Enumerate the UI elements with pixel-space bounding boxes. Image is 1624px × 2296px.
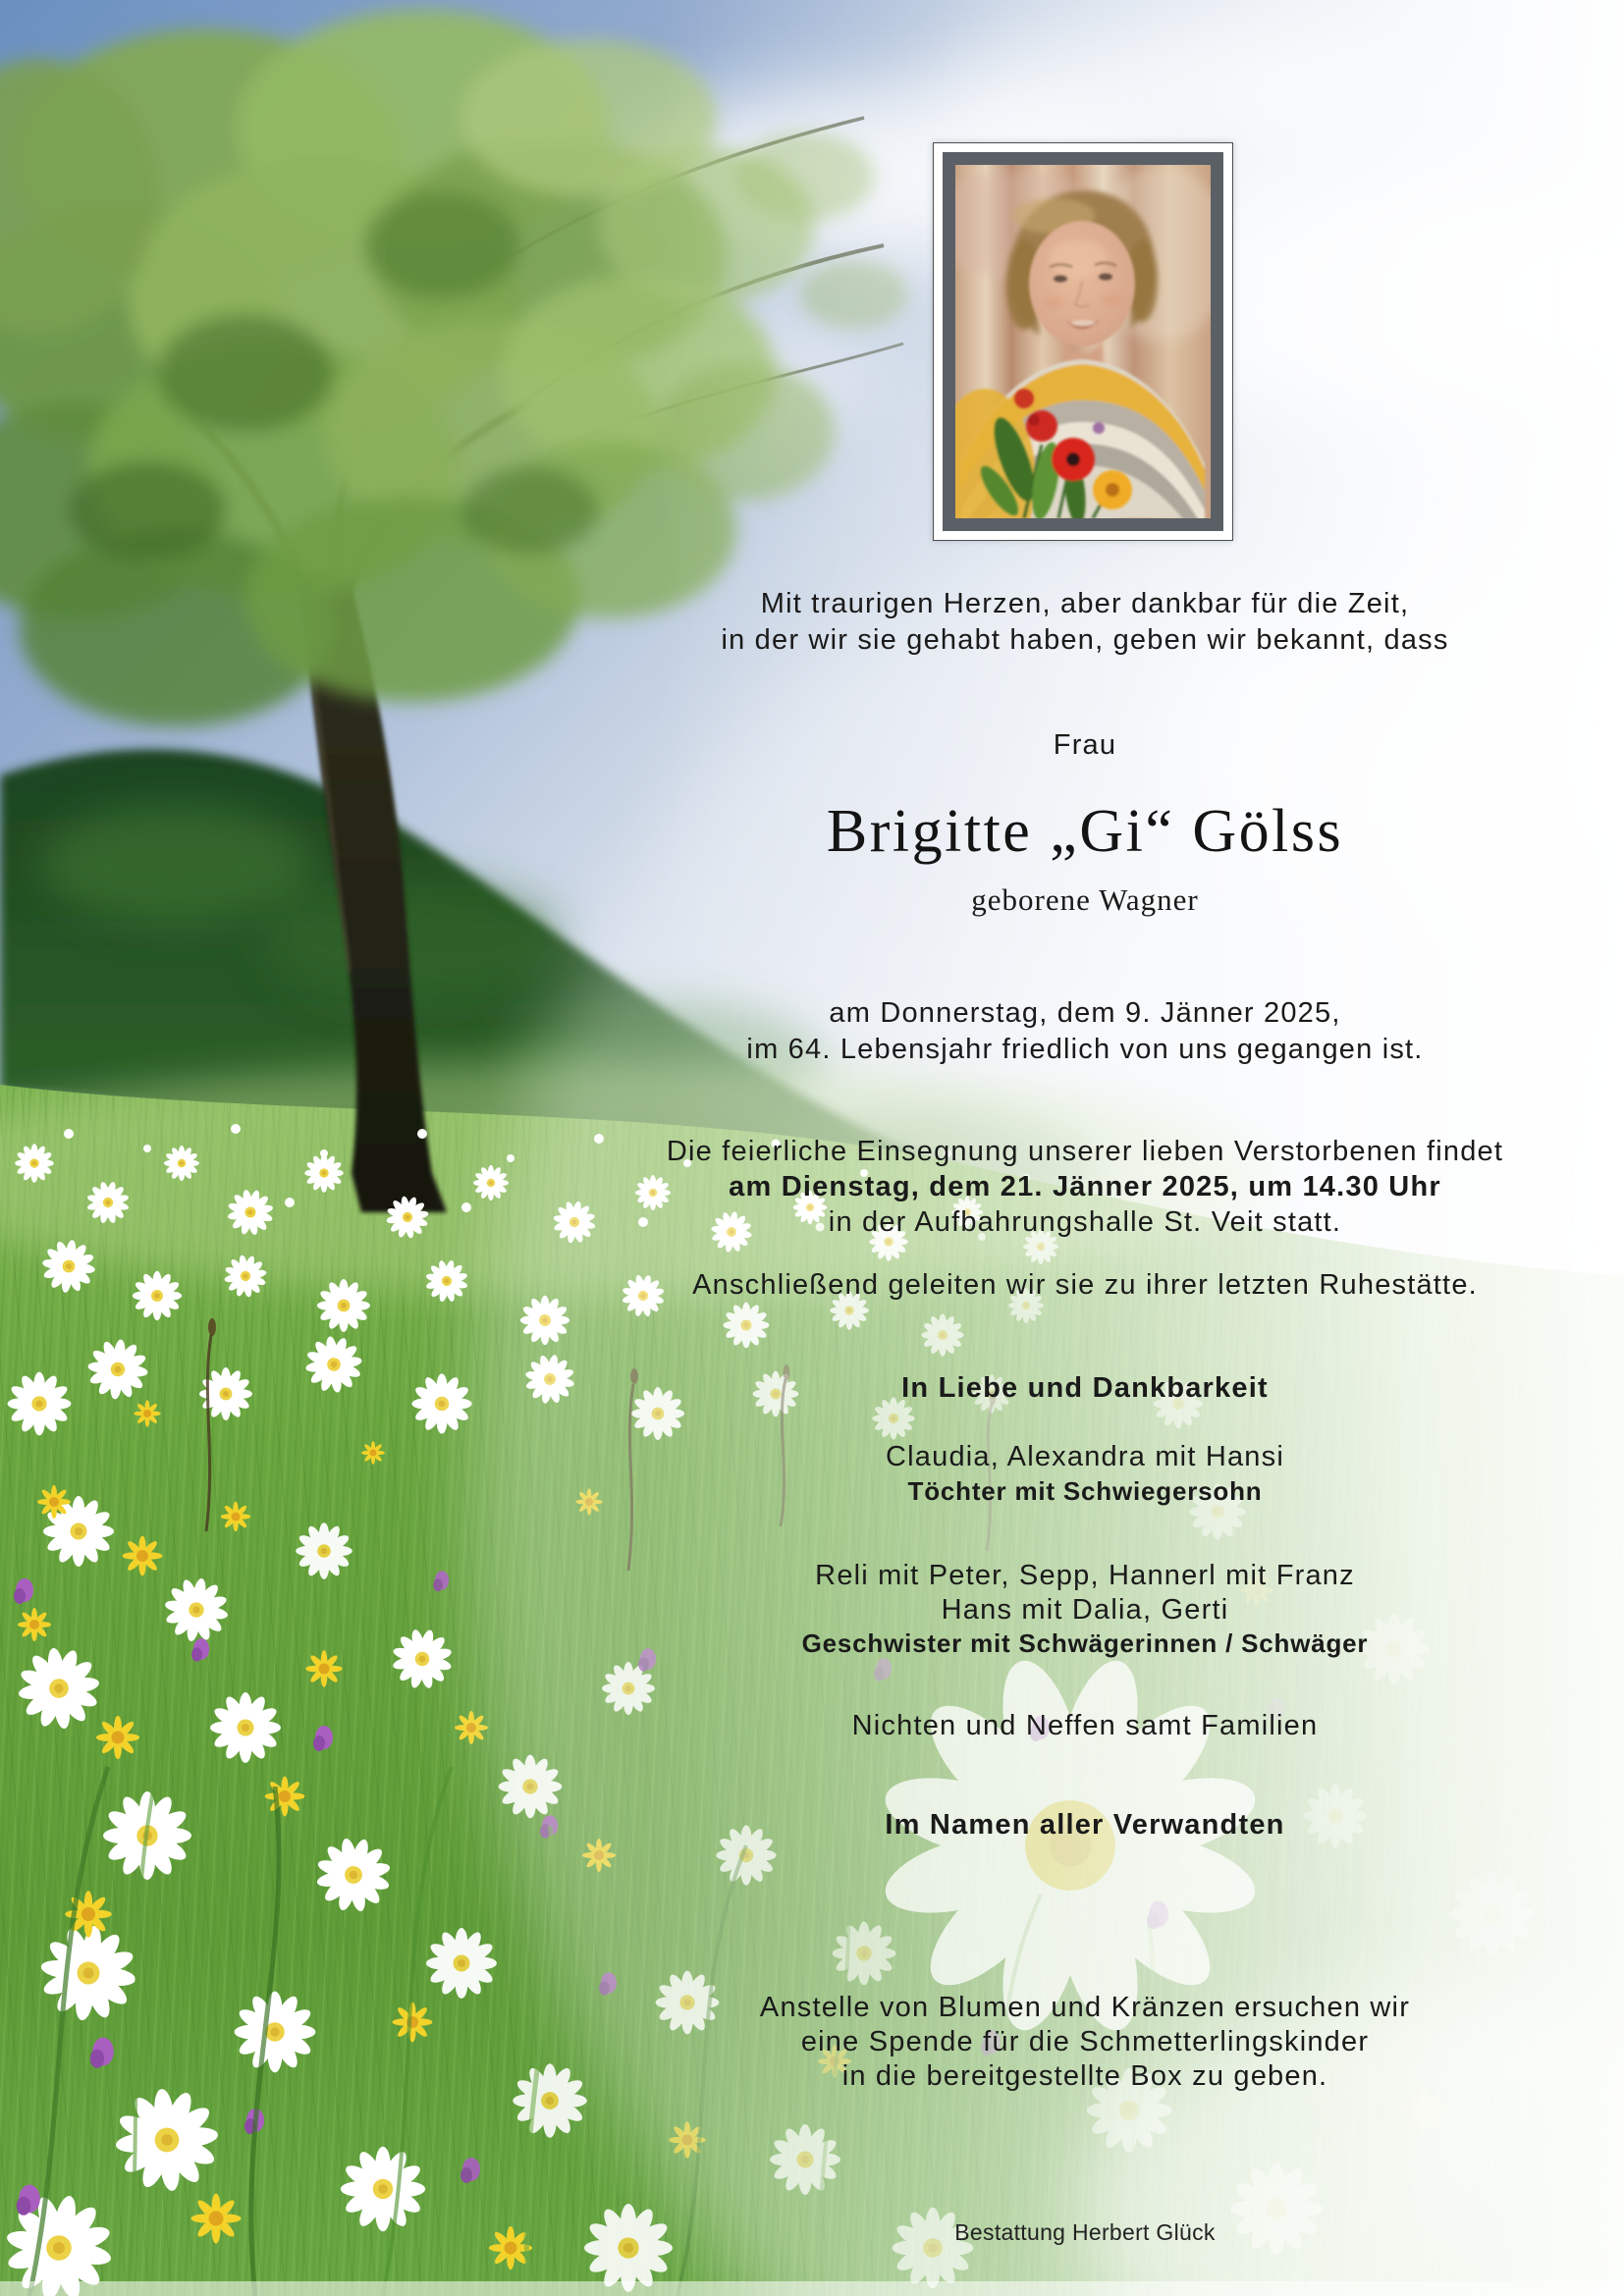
procession-text: Anschließend geleiten wir sie zu ihrer letzten Ruhestätte. [692, 1269, 1478, 1301]
salutation: Frau [1053, 729, 1117, 761]
donation-line-3: in die bereitgestellte Box zu geben. [841, 2060, 1328, 2092]
mourner-relation: Geschwister mit Schwägerinnen / Schwäger [801, 1629, 1369, 1658]
mourner-group-3: Nichten und Neffen samt Familien [851, 1710, 1319, 1741]
mourner-names: Hans mit Dalia, Gerti [941, 1594, 1229, 1626]
passing-line-1: am Donnerstag, dem 9. Jänner 2025, [829, 997, 1341, 1029]
closing-line: In Liebe und Dankbarkeit [901, 1372, 1269, 1404]
maiden-name: geborene Wagner [971, 882, 1199, 917]
donation-text [546, 1991, 1624, 2094]
deceased-name: Brigitte „Gi“ Gölss [826, 798, 1344, 865]
portrait-photo [943, 152, 1223, 531]
mourner-group-1 [546, 1439, 1624, 1508]
donation-line-1: Anstelle von Blumen und Kränzen ersuchen wir [759, 1992, 1411, 2023]
passing-text [546, 995, 1624, 1068]
in-name-of-line: Im Namen aller Verwandten [885, 1809, 1285, 1841]
mourner-relation: Töchter mit Schwiegersohn [907, 1476, 1263, 1506]
donation-line-2: eine Spende für die Schmetterlingskinder [800, 2026, 1370, 2057]
funeral-home-credit: Bestattung Herbert Glück [954, 2219, 1216, 2245]
ceremony-line-2: am Dienstag, dem 21. Jänner 2025, um 14.30 Uhr [729, 1171, 1441, 1202]
ceremony-line-3: in der Aufbahrungshalle St. Veit statt. [828, 1206, 1342, 1238]
passing-line-2: im 64. Lebensjahr friedlich von uns gegangen ist. [746, 1034, 1424, 1065]
portrait-photo-frame [933, 142, 1233, 541]
ceremony-text [546, 1134, 1624, 1240]
ceremony-line-1: Die feierliche Einsegnung unserer lieben Verstorbenen findet [666, 1136, 1504, 1167]
mourner-group-2 [546, 1559, 1624, 1660]
intro-line-2: in der wir sie gehabt haben, geben wir bekannt, dass [721, 624, 1449, 656]
gerbera [1093, 470, 1132, 509]
intro-text [546, 586, 1624, 659]
mourner-names: Claudia, Alexandra mit Hansi [886, 1441, 1284, 1472]
mourner-names: Reli mit Peter, Sepp, Hannerl mit Franz [815, 1560, 1355, 1591]
intro-line-1: Mit traurigen Herzen, aber dankbar für die Zeit, [760, 588, 1410, 619]
